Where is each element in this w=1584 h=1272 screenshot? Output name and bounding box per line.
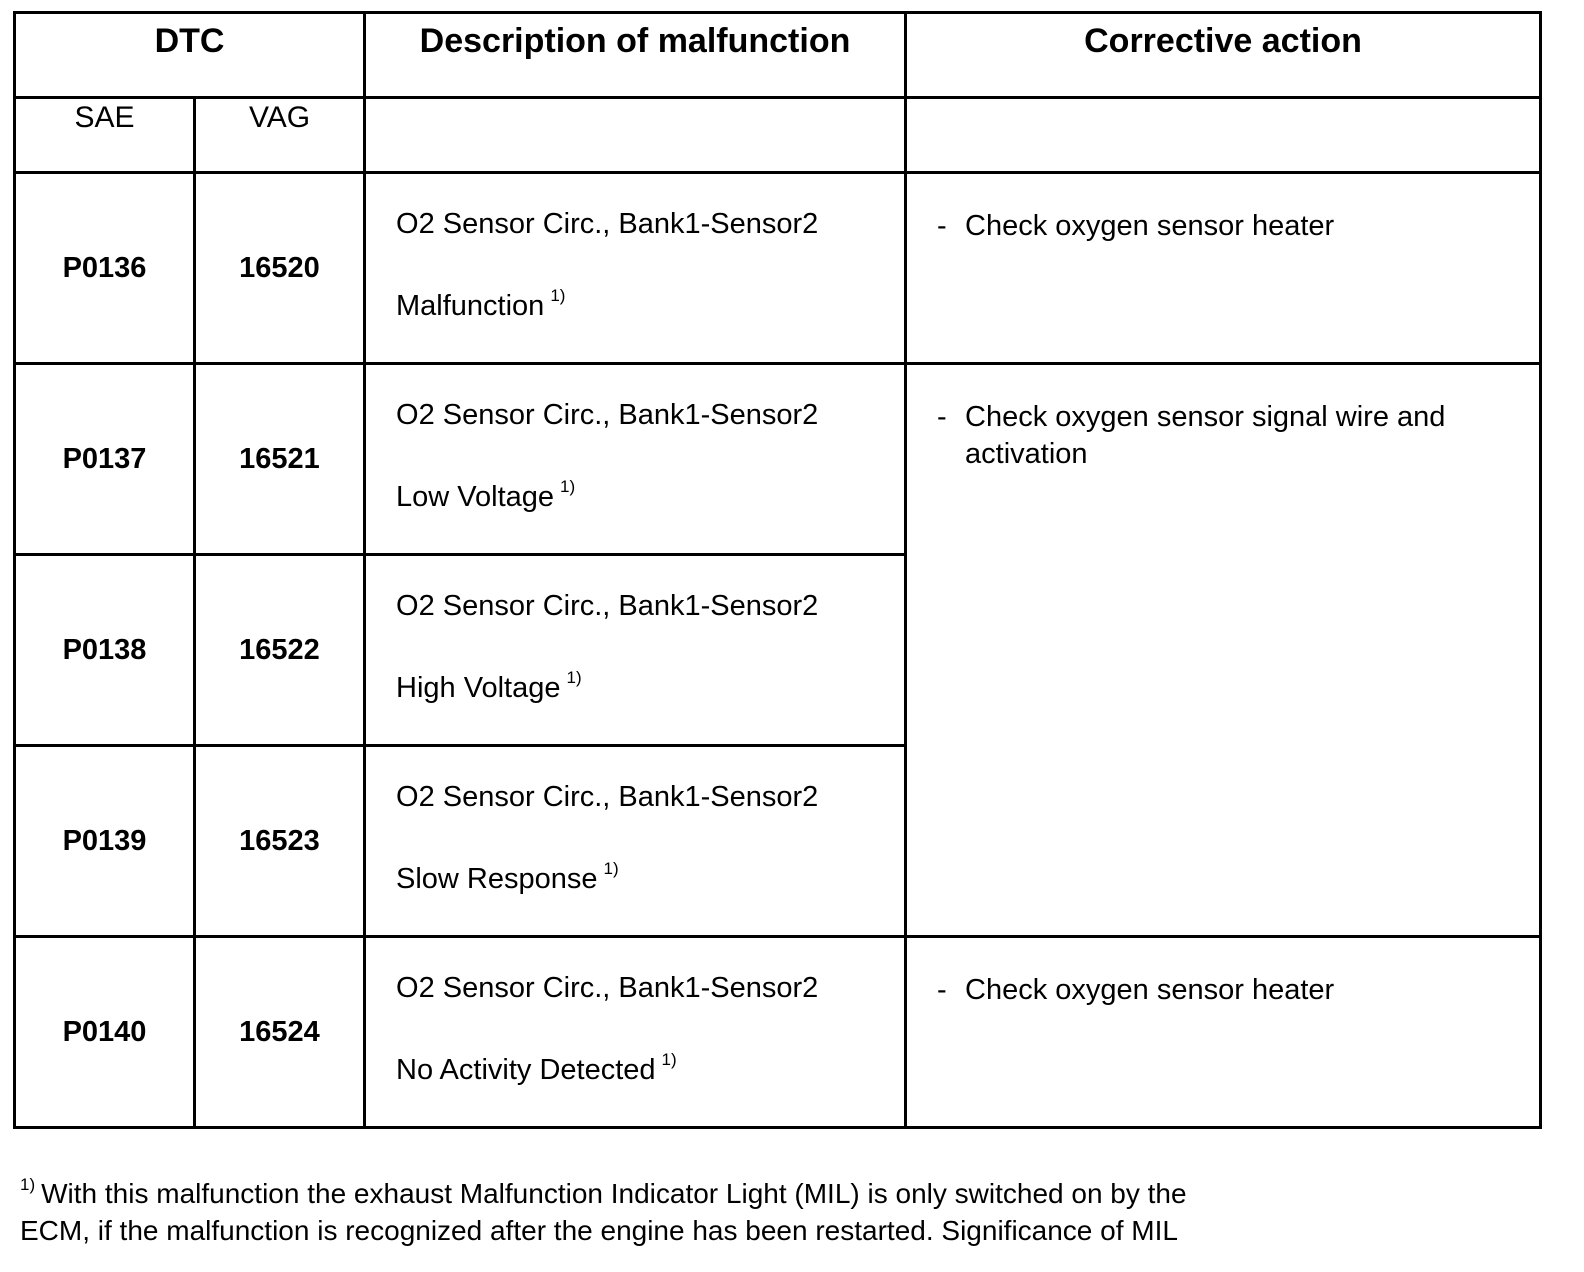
sae-code: P0139: [15, 746, 195, 937]
description-line1: O2 Sensor Circ., Bank1-Sensor2: [396, 781, 819, 813]
action-item: [907, 972, 1539, 1009]
vag-code: 16524: [195, 937, 365, 1128]
empty-cell: [906, 98, 1541, 173]
footnote-ref: 1): [566, 668, 582, 687]
description-line2: [396, 1050, 904, 1087]
description-cell: [365, 937, 906, 1128]
description-line2: [396, 477, 904, 514]
description-cell: [365, 555, 906, 746]
description-line2: [396, 668, 904, 705]
sae-code: P0140: [15, 937, 195, 1128]
description-cell: [365, 173, 906, 364]
action-text: Check oxygen sensor heater: [965, 974, 1335, 1006]
vag-subheader: VAG: [195, 98, 365, 173]
dash-bullet: -: [937, 210, 947, 242]
empty-cell: [365, 98, 906, 173]
description-line1: O2 Sensor Circ., Bank1-Sensor2: [396, 399, 819, 431]
dash-bullet: -: [937, 974, 947, 1006]
dash-bullet: -: [937, 401, 947, 433]
description-cell: [365, 746, 906, 937]
table-row: [15, 937, 1541, 1128]
footnote-line1: [20, 1166, 1540, 1212]
subheader-row: [15, 98, 1541, 173]
sae-code: P0138: [15, 555, 195, 746]
vag-code: 16521: [195, 364, 365, 555]
description-text: Slow Response: [396, 863, 598, 895]
corrective-action-header: Corrective action: [906, 13, 1541, 98]
footnote: [20, 1166, 1540, 1249]
dtc-table: [13, 11, 1542, 1129]
sae-code: P0137: [15, 364, 195, 555]
description-text: Malfunction: [396, 290, 545, 322]
footnote-marker: 1): [20, 1175, 36, 1194]
header-row: [15, 13, 1541, 98]
action-item: [907, 399, 1539, 473]
corrective-action-cell: [906, 937, 1541, 1128]
description-cell: [365, 364, 906, 555]
vag-code: 16520: [195, 173, 365, 364]
footnote-ref: 1): [560, 477, 576, 496]
vag-code: 16522: [195, 555, 365, 746]
action-text: Check oxygen sensor heater: [965, 210, 1335, 242]
description-line1: O2 Sensor Circ., Bank1-Sensor2: [396, 208, 819, 240]
corrective-action-cell: [906, 173, 1541, 364]
description-line2: [396, 286, 904, 323]
description-line1: O2 Sensor Circ., Bank1-Sensor2: [396, 590, 819, 622]
footnote-text-line1: With this malfunction the exhaust Malfunction Indicator Light (MIL) is only switched on by the: [41, 1178, 1187, 1209]
description-text: High Voltage: [396, 672, 561, 704]
description-header: Description of malfunction: [365, 13, 906, 98]
description-line1: O2 Sensor Circ., Bank1-Sensor2: [396, 972, 819, 1004]
footnote-text-line2: ECM, if the malfunction is recognized after the engine has been restarted. Significance of MIL: [20, 1215, 1178, 1246]
table-row: [15, 364, 1541, 555]
corrective-action-cell: [906, 364, 1541, 937]
description-line2: [396, 859, 904, 896]
sae-code: P0136: [15, 173, 195, 364]
sae-subheader: SAE: [15, 98, 195, 173]
description-text: Low Voltage: [396, 481, 555, 513]
description-text: No Activity Detected: [396, 1054, 656, 1086]
table-row: [15, 173, 1541, 364]
action-item: [907, 208, 1539, 245]
footnote-ref: 1): [603, 859, 619, 878]
footnote-ref: 1): [661, 1050, 677, 1069]
footnote-ref: 1): [550, 286, 566, 305]
dtc-header: DTC: [15, 13, 365, 98]
vag-code: 16523: [195, 746, 365, 937]
action-text: Check oxygen sensor signal wire and activation: [965, 401, 1446, 470]
